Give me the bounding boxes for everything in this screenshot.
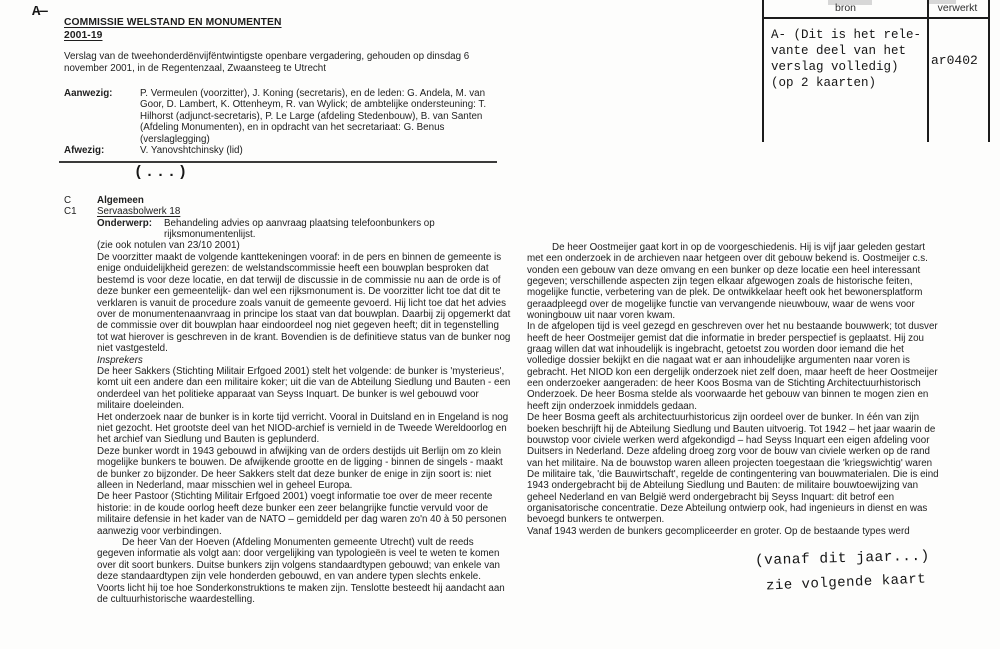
stamp-table-header: [764, 0, 988, 19]
attendance-label: Afwezig:: [64, 145, 105, 157]
meeting-intro: Verslag van de tweehonderdënvijfëntwintigste openbare vergadering, gehouden op dinsdag 6 november 2001, in de Regentenzaal, Zwaansteeg te Utrecht: [64, 51, 470, 74]
stamp-table-divider: [927, 0, 929, 142]
attendance-row: [64, 88, 511, 145]
attendance-value: P. Vermeulen (voorzitter), J. Koning (secretaris), en de leden: G. Andela, M. van Goor, D. Lambert, K. Ottenheym, R. van Wylick; de ambtelijke ondersteuning: T. Hilhorst (adjunct-secretaris), P. Le Large (afdeling Stedenbouw), B. van Santen (Afdeling Monumenten), en in opdracht van het secretariaat: G. Benus (verslaglegging): [140, 88, 487, 145]
stamp-note-line: A- (Dit is het rele-: [771, 28, 922, 42]
paragraph: De heer Bosma geeft als architectuurhistoricus zijn oordeel over de bunker. In één van zijn boeken beschrijft hij de Abteilung Siedlung und Bauten uitvoerig. Tot 1942 – het jaar waarin de bouwstop voor civiele werken werd afgekondigd – had Seyss Inquart een eigen afdeling voor Duitsers in Nederland. Deze afdeling droeg zorg voor de bouw van civiele werken op de rand van het militaire. Na de bouwstop waren alleen projecten toegestaan die 'kriegswichtig' waren: [527, 412, 936, 469]
document-left-column: [64, 17, 511, 605]
stamp-note-annotation: [764, 19, 927, 91]
document-number: 2001-19: [64, 29, 103, 41]
stamp-header-bron: bron: [834, 2, 856, 14]
stamp-header-verwerkt: verwerkt: [937, 2, 978, 14]
section-heading-row: [64, 195, 511, 206]
attendance-label: Aanwezig:: [64, 88, 113, 99]
attendance-block: [64, 88, 511, 156]
attendance-row: [64, 145, 511, 156]
see-next-card-annotation: zie volgende kaart: [765, 571, 927, 595]
paragraph: Vanaf 1943 werden de bunkers gecompliceerder en groter. Op de bestaande types werd: [527, 525, 910, 537]
subject-text: Behandeling advies op aanvraag plaatsing telefoonbunkers op rijksmonumentenlijst.: [164, 217, 435, 241]
paragraph: De heer Sakkers (Stichting Militair Erfgoed 2001) stelt het volgende: de bunker is 'mysterieus', komt uit een andere dan een militaire koker; uit die van de Abteilung Siedlung und Bauten - een onderdeel van het politieke apparaat van Seyss Inquart. De bunker is wel gebouwd voor militaire doeleinden.: [97, 365, 511, 412]
stamp-table: [762, 0, 990, 142]
stamp-note-line: verslag volledig): [771, 60, 899, 74]
paragraph: De militaire tak, 'die Bauwirtschaft', regelde de contingentering van bouwmaterialen. Die is eind 1943 ondergebracht bij de Abteilung Siedlung und Bauten: de militaire bouwtoewijzing van geheel Nederland en van België werd ondergebracht bij Seyss Inquart: dit betrof een organisatorische concentratie. Deze Abteilung ontwierp ook, had ingenieurs in dienst en was bevoegd bunkers te ontwerpen.: [527, 468, 939, 526]
insprekers-heading: Insprekers: [97, 354, 143, 366]
paragraph: De heer Oostmeijer gaat kort in op de voorgeschiedenis. Hij is vijf jaar geleden gestart met een onderzoek in de archieven naar hetgeen over dit gebouw bekend is. Oostmeijer c.s. vonden een gebouw van deze omvang en een bunker op deze locatie een heel interessant gegeven; verschillende aspecten zijn tegen elkaar afgewogen zoals de historische feiten, mogelijke functie, verbetering van de plek. De ontwikkelaar heeft ook het bewonersplatform geraadpleegd over de mogelijke functie van vervangende nieuwbouw, waar de wens voor woningbouw uit naar voren kwam.: [527, 242, 928, 322]
subject-row: [97, 218, 511, 241]
ellipsis-annotation: (...): [134, 164, 190, 182]
section-body: [64, 218, 511, 606]
paragraph: Deze bunker wordt in 1943 gebouwd in afwijking van de orders destijds uit Berlijn om zo klein mogelijke bunkers te bouwen. De afwijkende grootte en de ligging - binnen de singels - maakt de bunker zo bijzonder. De heer Sakkers stelt dat deze bunker de enige in zijn soort is: niet alleen in Nederland, maar misschien wel in geheel Europa.: [97, 445, 503, 491]
paragraph: De voorzitter maakt de volgende kanttekeningen vooraf: in de pers en binnen de gemeente is enige onduidelijkheid gerezen: de welstandscommissie heeft een bouwplan besproken dat bestemd is voor deze locatie, en dat terwijl de discussie in de commissie nu aan de orde is of deze bunker een gemeentelijk- dan wel een rijksmonument is. De voorzitter licht toe dat dit te verklaren is vanuit de procedure zoals vanuit de gemeente gevoerd. Hij licht toe dat het advies over de monumentenaanvraag in principe los staat van dat bouwplan. Daarbij zij opgemerkt dat de commissie over dit bouwplan haar eindoordeel nog niet gegeven heeft; dit in tegenstelling tot wat hierover is geschreven in de krant. Bovendien is de definitieve status van de bunker nog niet vastgesteld.: [97, 251, 511, 355]
from-this-year-annotation: (vanaf dit jaar...): [754, 548, 931, 570]
item-heading-row: [64, 206, 511, 217]
item-number: C1: [64, 206, 77, 218]
paragraph: Het onderzoek naar de bunker is in korte tijd verricht. Vooral in Duitsland en in Engeland is nog niet gezocht. Het grootste deel van het NIOD-archief is vernield in de Tweede Wereldoorlog en het archief van Siedlung und Bauten is geplunderd.: [97, 411, 509, 446]
corner-mark-annotation: A—: [32, 4, 47, 20]
paragraph: De heer Van der Hoeven (Afdeling Monumenten gemeente Utrecht) vult de reeds gegeven informatie als volgt aan: door vergelijking van typologieën is veel te weten te komen over dit soort bunkers. Duitse bunkers zijn volgens standaardtypen gebouwd; van enkele van deze standaardtypen zijn vele honderden gebouwd, en van andere typen slechts enkele. Voorts licht hij toe hoe Sonderkonstruktions te maken zijn. Tenslotte besteedt hij aandacht aan de cultuurhistorische waardestelling.: [97, 537, 505, 606]
stamp-note-line: (op 2 kaarten): [771, 76, 877, 90]
item-title: Servaasbolwerk 18: [97, 206, 181, 218]
subject-label: Onderwerp:: [97, 217, 152, 229]
document-title: COMMISSIE WELSTAND EN MONUMENTEN: [64, 17, 282, 28]
archive-code: ar0402: [931, 53, 978, 68]
document-right-column: [527, 242, 944, 537]
subject-note: (zie ook notulen van 23/10 2001): [97, 240, 240, 252]
section-divider-line: [59, 161, 497, 163]
stamp-note-line: vante deel van het: [771, 44, 907, 58]
paragraph: De heer Pastoor (Stichting Militair Erfgoed 2001) voegt informatie toe over de meer recente historie: in de koude oorlog heeft deze bunker een zeer belangrijke functie vervuld voor de militaire defensie in het kader van de NATO – gemiddeld per dag waren zo'n 40 à 50 personen aanwezig voor verbindingen.: [97, 491, 507, 537]
paragraph: In de afgelopen tijd is veel gezegd en geschreven over het nu bestaande bouwwerk; tot dusver heeft de heer Oostmeijer gemist dat die informatie in breder perspectief is geplaatst. Hij zou graag willen dat wat inhoudelijk is ingebracht, getoetst zou worden door iemand die het volledige dossier bekijkt en die nagaat wat er aan inhoudelijke argumenten naar voren is gebracht. Het NIOD kon een dergelijk onderzoek niet zelf doen, maar heeft de heer Oostmeijer een onderzoeker aangeraden: de heer Koos Bosma van de Stichting Architectuurhistorisch Onderzoek. De heer Bosma stelde als voorwaarde het gebouw van binnen te mogen zien en heeft zijn onderzoek inmiddels gedaan.: [527, 321, 938, 412]
section-title: Algemeen: [97, 194, 144, 206]
section-c: [64, 195, 511, 606]
section-letter: C: [64, 194, 72, 206]
attendance-value: V. Yanovshtchinsky (lid): [140, 145, 243, 157]
